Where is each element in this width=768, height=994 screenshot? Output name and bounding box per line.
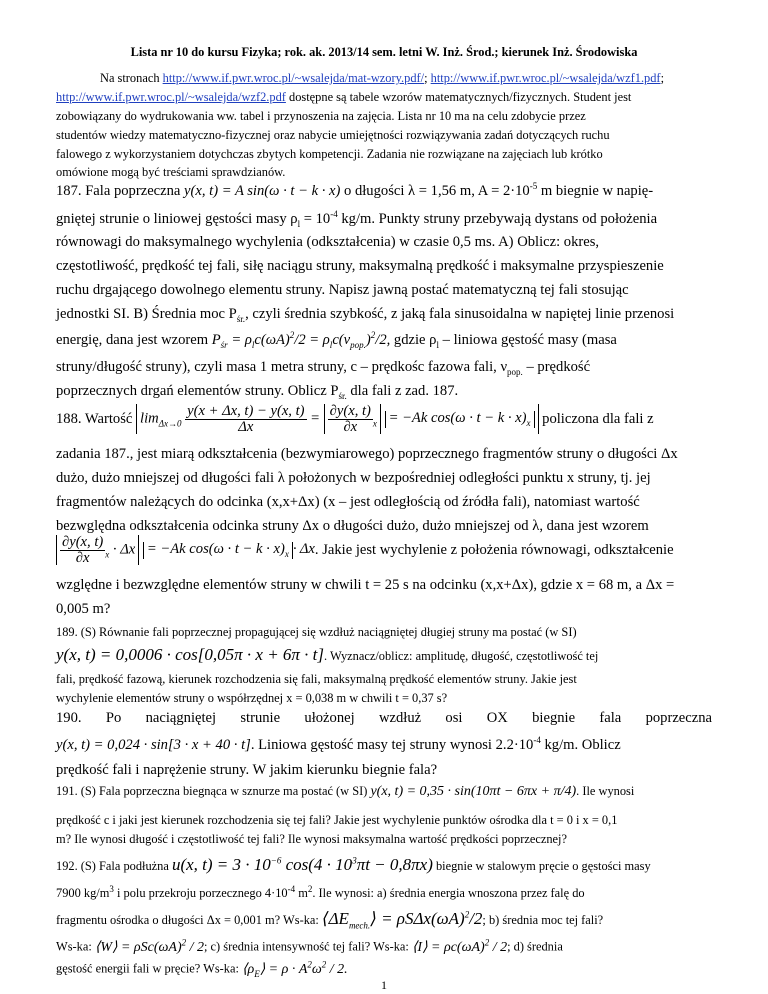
problem-187-line-4: częstotliwość, prędkość tej fali, siłę naciągu struny, maksymalną prędkość i maksymalne przyspieszenie bbox=[56, 258, 664, 274]
intro-line-3: zobowiązany do wydrukowania ww. tabel i przynoszenia na zajęcia. Lista nr 10 ma na celu zdobycie przez bbox=[56, 109, 586, 123]
link-wzf2[interactable]: http://www.if.pwr.wroc.pl/~wsalejda/wzf2.pdf bbox=[56, 90, 286, 104]
problem-188-line-6: $\frac{\partial y(x, t)}{\partial x}$ $_x$ · Δx = −Ak $\cos(\omega \cdot t - k \cdot x)_x \cdot \Delta x$. Jakie jest wychylenie z położenia równowagi, odkształcenie bbox=[56, 535, 674, 565]
mean-energy-formula: $⟨\Delta E_{mech.}⟩ = \rho S\Delta x(\omega A)^2/2$ bbox=[321, 909, 483, 931]
energy-density-formula: $⟨\rho_E⟩ = \rho \cdot A^2\omega^2 / 2$. bbox=[242, 959, 348, 979]
mean-intensity-formula: ⟨I⟩ = $\rho c(\omega A)^2 / 2$ bbox=[411, 937, 508, 955]
problem-188-line-8: 0,005 m? bbox=[56, 601, 111, 617]
problem-187-line-1: 187. Fala poprzeczna y(x, t) = A sin(ω · t − k · x) o długości λ = 1,56 m, $A = 2\cdot 10^{-5}$ m biegnie w napię- bbox=[56, 181, 654, 199]
problem-192-line-4: Ws-ka: ⟨W⟩ = $\rho Sc(\omega A)^2 / 2$; c) średnia intensywność tej fali? Ws-ka: ⟨I⟩ = $\rho c(\omega A)^2 / 2$; d) średnia bbox=[56, 937, 563, 955]
problem-192-line-1: 192. (S) Fala podłużna u(x, $t) = 3 \cdot 10^{-6}$ $\cos(4 \cdot 10^3\pi t - 0,8\pi x)$ biegnie w stalowym pręcie o gęstości masy bbox=[56, 855, 651, 874]
deformation-formula: $\frac{\partial y(x, t)}{\partial x}$ $_x$ · Δx bbox=[56, 535, 139, 565]
link-mat-wzory[interactable]: http://www.if.pwr.wroc.pl/~wsalejda/mat-wzory.pdf/ bbox=[162, 71, 425, 85]
problem-192-line-5: gęstość energii fali w pręcie? Ws-ka: $⟨\rho_E⟩ = \rho \cdot A^2\omega^2 / 2$. bbox=[56, 959, 348, 979]
problem-188-line-1: 188. Wartość $\lim_{\Delta x\to 0}$ $\frac{y(x + \Delta x, t) - y(x, t)}{\Delta x}$ = $\frac{\partial y(x, t)}{\partial x}$ $_x$ = −Ak $\cos(\omega \cdot t - k \cdot x)_x$ policzona dla fali z bbox=[56, 403, 654, 435]
problem-187-line-6: jednostki SI. B) Średnia moc $P_{śr.}$, czyli średnia szybkość, z jaką fala sinusoidalna w napiętej linie przenosi bbox=[56, 306, 675, 324]
wave-equation-192: u(x, $t) = 3 \cdot 10^{-6}$ $\cos(4 \cdot 10^3\pi t - 0,8\pi x)$ bbox=[171, 855, 433, 874]
intro-line-1: Na stronach http://www.if.pwr.wroc.pl/~wsalejda/mat-wzory.pdf/; http://www.if.pwr.wroc.pl/~wsalejda/wzf1.pdf; bbox=[100, 71, 665, 85]
problem-189-line-4: wychylenie elementów struny o współrzędnej x = 0,038 m w chwili t = 0,37 s? bbox=[56, 691, 448, 705]
wave-equation-190: y(x, t) = 0,024 · sin[3 · x + 40 · t] bbox=[56, 736, 251, 753]
problem-192-line-2: 7900 $kg/m^3$ i polu przekroju porzecznego $4\cdot 10^{-4}$ $m^2$. Ile wynosi: a) średnia energia wnoszona przez falę do bbox=[56, 884, 585, 901]
wave-equation-189: y(x, t) = 0,0006 · cos[0,05π · x + 6π · t] bbox=[56, 645, 325, 664]
problem-187-line-9: poprzecznych drgań elementów struny. Oblicz $P_{śr.}$ dla fali z zad. 187. bbox=[56, 383, 459, 401]
wave-equation-187: y(x, t) = A sin(ω · t − k · x) bbox=[184, 182, 341, 199]
problem-189-line-1: 189. (S) Równanie fali poprzecznej propagującej się wzdłuż naciągniętej długiej struny ma postać (w SI) bbox=[56, 625, 577, 639]
derivative-limit-formula: $\lim_{\Delta x\to 0}$ $\frac{y(x + \Delta x, t) - y(x, t)}{\Delta x}$ = $\frac{\partial y(x, t)}{\partial x}$ $_x$ = −Ak $\cos(\omega \cdot t - k \cdot x)_x$ bbox=[136, 404, 538, 434]
intro-line-6: omówione mogą być treściami sprawdzianów. bbox=[56, 165, 286, 179]
intro-line-4: studentów wiedzy matematyczno-fizycznej oraz nabycie umiejętności rozwiązywania zadań dotyczących ruchu bbox=[56, 128, 610, 142]
problem-187-line-2: gniętej strunie o liniowej gęstości masy $\rho_l = 10^{-4}$ kg/m. Punkty struny przebywają dystans od położenia bbox=[56, 209, 658, 229]
problem-188-line-5: bezwględna odkształcenia odcinka struny Δx o długości dużo, dużo mniejszej od λ, dana jest wzorem bbox=[56, 518, 649, 534]
problem-187-line-3: równowagi do maksymalnego wychylenia (odkształcenia) w czasie 0,5 ms. A) Oblicz: okres, bbox=[56, 234, 600, 250]
intro-line-2: http://www.if.pwr.wroc.pl/~wsalejda/wzf2.pdf dostępne są tabele wzorów matematycznych/fizycznych. Student jest bbox=[56, 90, 632, 104]
problem-187-line-5: ruchu drgającego dowolnego elementu struny. Napisz jawną postać matematyczną tej fali stosując bbox=[56, 282, 629, 298]
problem-189-line-3: fali, prędkość fazową, kierunek rozchodzenia się fali, maksymalną prędkość elementów struny. Jakie jest bbox=[56, 672, 577, 686]
mean-power-formula: ⟨W⟩ = $\rho Sc(\omega A)^2 / 2$ bbox=[94, 937, 205, 955]
problem-188-line-3: dużo, dużo mniejszej od długości fali λ położonych w bezpośredniej odległości punktu x struny, tj. jej bbox=[56, 470, 651, 486]
problem-188-line-7: względne i bezwzględne elementów struny w chwili t = 25 s na odcinku (x,x+Δx), gdzie x = 68 m, a Δx = bbox=[56, 577, 675, 593]
problem-190-line-1: 190. Po naciągniętej strunie ułożonej wzdłuż osi OX biegnie fala poprzeczna bbox=[56, 710, 712, 726]
problem-191-line-1: 191. (S) Fala poprzeczna biegnąca w sznurze ma postać (w SI) y(x, t) = 0,35 · sin(10πt − 6πx + π/4). Ile wynosi bbox=[56, 784, 635, 799]
problem-192-line-3: fragmentu ośrodka o długości Δx = 0,001 m? Ws-ka: $⟨\Delta E_{mech.}⟩ = \rho S\Delta x(\omega A)^2/2$; b) średnia moc tej fali? bbox=[56, 909, 604, 931]
link-wzf1[interactable]: http://www.if.pwr.wroc.pl/~wsalejda/wzf1.pdf bbox=[430, 71, 661, 85]
problem-187-line-7: energię, dana jest wzorem $P_{śr} = \rho_lc(\omega A)^2/2 = \rho_lc(v_{pop.})^2/2$, gdzie $\rho_l$ – liniowa gęstość masy (masa bbox=[56, 330, 617, 350]
page-number: 1 bbox=[381, 978, 387, 992]
problem-187-line-8: struny/długość struny), czyli masa 1 metra struny, c – prędkośc fazowa fali, $\nu_{pop.}$ – prędkość bbox=[56, 359, 591, 377]
wave-equation-191: y(x, t) = 0,35 · sin(10πt − 6πx + π/4) bbox=[370, 784, 577, 799]
problem-191-line-2: prędkość c i jaki jest kierunek rozchodzenia się tej fali? Jakie jest wychylenie punktów ośrodka dla t = 0 i x = 0,1 bbox=[56, 813, 618, 827]
problem-188-line-4: fragmentów należących do odcinka (x,x+Δx) (x – jest odległością od źródła fali), natomiast wartość bbox=[56, 494, 640, 510]
power-formula: $P_{śr} = \rho_lc(\omega A)^2/2 = \rho_lc(v_{pop.})^2/2$, bbox=[211, 330, 391, 350]
problem-191-line-3: m? Ile wynosi długość i częstotliwość tej fali? Ile wynosi maksymalna wartość prędkości poprzecznej? bbox=[56, 832, 567, 846]
problem-188-line-2: zadania 187., jest miarą odkształcenia (bezwymiarowego) poprzecznego fragmentów struny o długości Δx bbox=[56, 446, 678, 462]
intro-line-5: falowego z wykorzystaniem dotychczas zbytych kompetencji. Zadania nie rozwiązane na zajęciach lub krótko bbox=[56, 147, 603, 161]
page-title: Lista nr 10 do kursu Fizyka; rok. ak. 2013/14 sem. letni W. Inż. Środ.; kierunek Inż. Środowiska bbox=[130, 45, 638, 59]
problem-190-line-2: y(x, t) = 0,024 · sin[3 · x + 40 · t]. Liniowa gęstość masy tej struny wynosi $2.2\cdot 10^{-4}$ kg/m. Oblicz bbox=[56, 735, 621, 753]
problem-190-line-3: prędkość fali i naprężenie struny. W jakim kierunku biegnie fala? bbox=[56, 762, 438, 778]
problem-189-line-2: y(x, t) = 0,0006 · cos[0,05π · x + 6π · t]. Wyznacz/oblicz: amplitudę, długość, częstotliwość tej bbox=[56, 645, 599, 664]
